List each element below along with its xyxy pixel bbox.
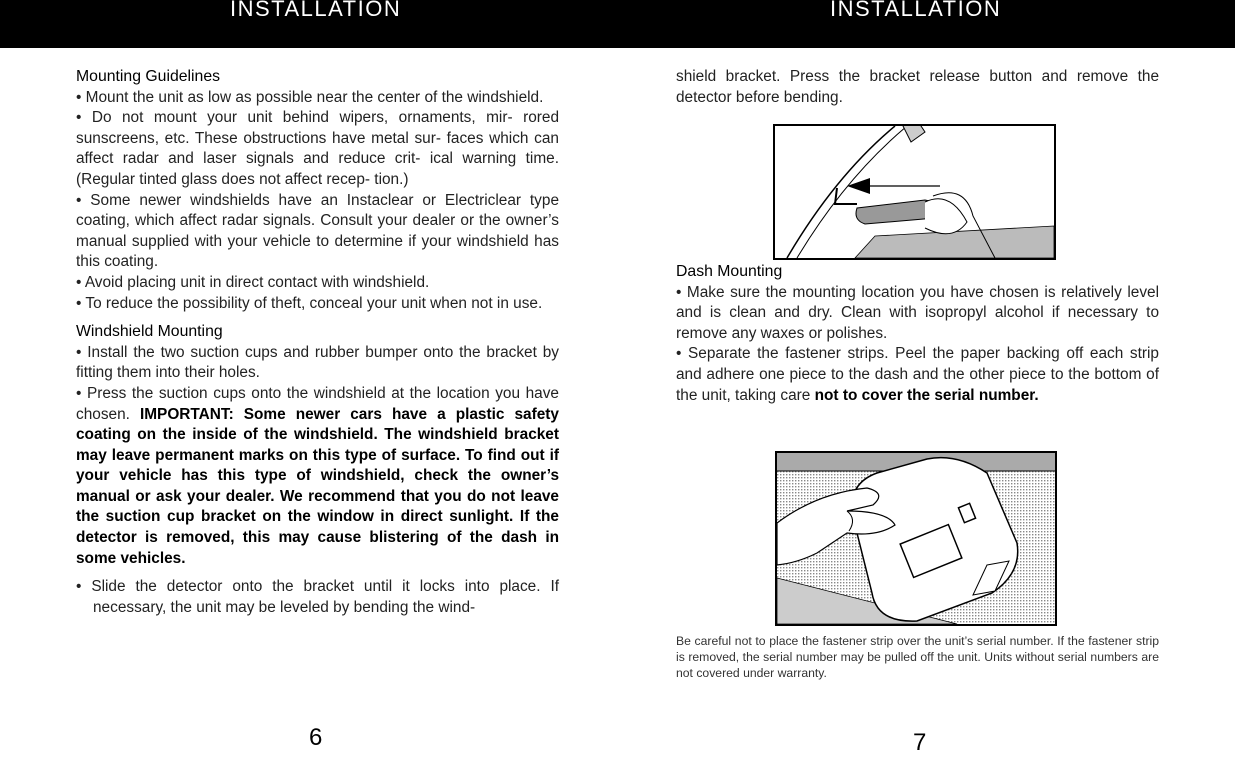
dash-step-text: • Separate the fastener strips. Peel the paper backing off each strip and adhere one piece to the dash and the other piece to the bottom of the unit, taking care bbox=[676, 345, 1159, 404]
bracket-illustration bbox=[773, 124, 1056, 260]
page-number-left: 6 bbox=[309, 724, 323, 751]
page-number-right: 7 bbox=[913, 729, 927, 756]
guideline-item: • Do not mount your unit behind wipers, ornaments, mir- rored sunscreens, etc. These obstructions have metal sur- faces which can affect radar and laser signals and reduce crit- ical warning time. (Regular tinted glass does not affect recep- tion.) bbox=[76, 109, 559, 188]
guideline-item: • Mount the unit as low as possible near the center of the windshield. bbox=[76, 88, 544, 106]
guideline-item: • Some newer windshields have an Instaclear or Electriclear type coating, which affect radar signals. Consult your dealer or the owner’s manual supplied with your vehicle to determine if your windshield has this coating. bbox=[76, 191, 559, 271]
mounting-guidelines-heading: Mounting Guidelines bbox=[76, 68, 221, 85]
guideline-item: • To reduce the possibility of theft, conceal your unit when not in use. bbox=[76, 294, 543, 312]
guideline-item: • Avoid placing unit in direct contact with windshield. bbox=[76, 273, 430, 291]
dash-mounting-heading: Dash Mounting bbox=[676, 263, 783, 280]
dash-mount-illustration bbox=[775, 451, 1057, 626]
dash-step: • Make sure the mounting location you have chosen is relatively level and is clean and dry. Clean with isopropyl alcohol if necessary to remove any waxes or polishes. bbox=[676, 283, 1159, 342]
windshield-step: • Slide the detector onto the bracket until it locks into place. If necessary, the unit may be leveled by bending the wind- bbox=[76, 578, 559, 616]
windshield-bracket-drawing bbox=[775, 126, 1054, 258]
serial-warning: not to cover the serial number. bbox=[814, 386, 1039, 404]
dash-mounting-section bbox=[676, 262, 1159, 406]
windshield-step-text: • Press the suction cups onto the windshield at the location you have chosen. bbox=[76, 384, 559, 423]
continued-text: shield bracket. Press the bracket release button and remove the detector before bending. bbox=[676, 68, 1159, 106]
header-bar bbox=[0, 0, 1235, 48]
warranty-caption: Be careful not to place the fastener strip over the unit’s serial number. If the fastener strip is removed, the serial number may be pulled off the unit. Units without serial numbers are not covered under warranty. bbox=[676, 634, 1159, 680]
page-title-left: INSTALLATION bbox=[230, 0, 402, 21]
windshield-step bbox=[76, 384, 559, 569]
dash-mounting-drawing bbox=[777, 453, 1055, 624]
important-warning: IMPORTANT: Some newer cars have a plastic safety coating on the inside of the windshield. The windshield bracket may leave permanent marks on this type of surface. To find out if your vehicle has this type of windshield, check the owner’s manual or ask your dealer. We recommend that you do not leave the suction cup bracket on the window in direct sunlight. If the detector is removed, this may cause blistering of the dash in some vehicles. bbox=[76, 405, 559, 567]
windshield-mounting-heading: Windshield Mounting bbox=[76, 323, 223, 341]
right-page-column bbox=[676, 67, 1159, 108]
dash-step bbox=[676, 344, 1159, 406]
windshield-step: • Install the two suction cups and rubber bumper onto the bracket by fitting them into their holes. bbox=[76, 343, 559, 382]
page-title-right: INSTALLATION bbox=[830, 0, 1002, 21]
left-page-column bbox=[76, 67, 559, 618]
